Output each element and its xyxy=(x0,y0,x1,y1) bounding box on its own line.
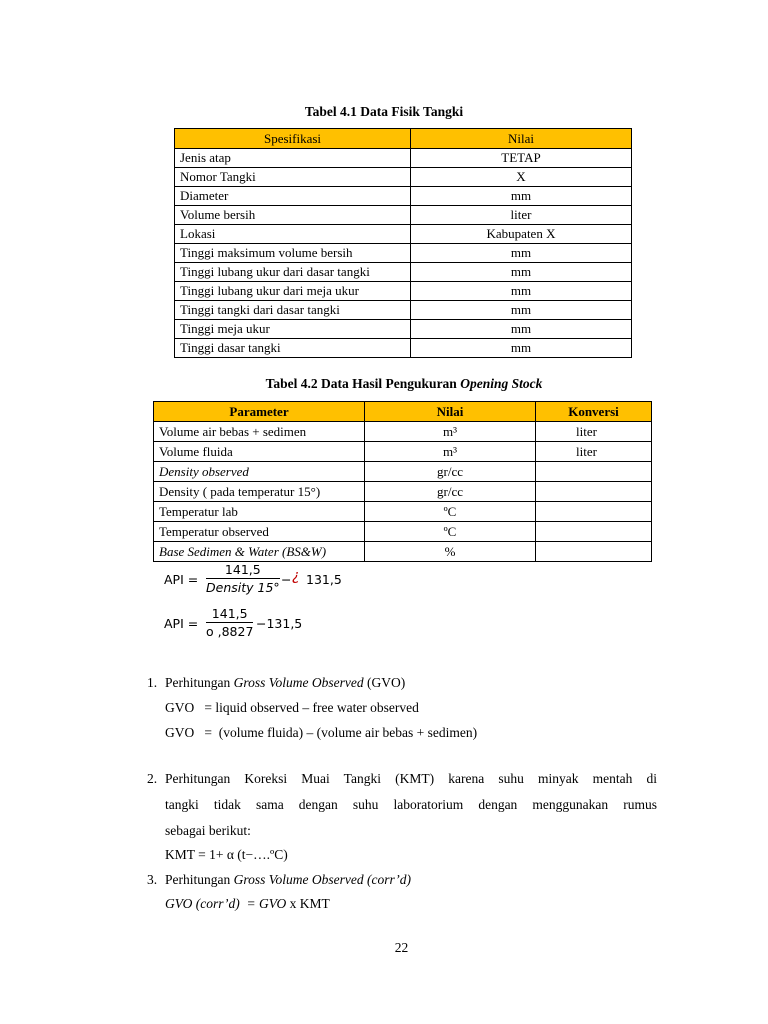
table-row xyxy=(175,244,632,263)
formula-rhs: −131,5 xyxy=(256,616,303,631)
section3-heading xyxy=(165,872,411,888)
table-row xyxy=(175,301,632,320)
section2-line3: sebagai berikut: xyxy=(165,823,251,838)
table-cell: Tinggi meja ukur xyxy=(175,320,411,339)
section1-heading xyxy=(165,675,405,691)
table-row xyxy=(175,225,632,244)
section3-formula xyxy=(165,896,330,912)
table-row xyxy=(175,339,632,358)
table-header-cell: Konversi xyxy=(536,402,652,422)
table-cell xyxy=(536,502,652,522)
table-row xyxy=(154,482,652,502)
formula-glyph: ¿ xyxy=(292,568,300,584)
table-cell: Tinggi tangki dari dasar tangki xyxy=(175,301,411,320)
table-header-cell: Spesifikasi xyxy=(175,129,411,149)
table-cell: m³ xyxy=(365,422,536,442)
list-number: 1. xyxy=(147,675,158,690)
table-cell: Tinggi lubang ukur dari dasar tangki xyxy=(175,263,411,282)
table-row xyxy=(154,522,652,542)
table-header-row xyxy=(175,129,632,149)
table-cell xyxy=(536,462,652,482)
table-cell: mm xyxy=(411,282,632,301)
table-cell: liter xyxy=(411,206,632,225)
table-cell xyxy=(536,482,652,502)
table-cell: gr/cc xyxy=(365,482,536,502)
table-row xyxy=(154,542,652,562)
table-cell: ºC xyxy=(365,502,536,522)
formula-denominator: Density 15° xyxy=(206,580,280,595)
section3-heading-italic: Gross Volume Observed (corr’d) xyxy=(233,872,411,887)
table-cell: ºC xyxy=(365,522,536,542)
table-row xyxy=(175,149,632,168)
section1-heading-suffix: (GVO) xyxy=(363,675,406,690)
table-cell: Volume air bebas + sedimen xyxy=(154,422,365,442)
list-number: 3. xyxy=(147,872,158,887)
formula-lhs: API = xyxy=(164,616,199,631)
table-cell: Volume bersih xyxy=(175,206,411,225)
table-cell: TETAP xyxy=(411,149,632,168)
table-cell: mm xyxy=(411,244,632,263)
section1-line2: GVO = (volume fluida) – (volume air bebas + sedimen) xyxy=(165,725,478,740)
table-cell: liter xyxy=(536,442,652,462)
table-row xyxy=(154,422,652,442)
table-cell: Kabupaten X xyxy=(411,225,632,244)
section1-heading-text: Perhitungan xyxy=(165,675,234,690)
table-row xyxy=(175,187,632,206)
formula-numerator: 141,5 xyxy=(206,606,253,623)
table-cell: Density ( pada temperatur 15°) xyxy=(154,482,365,502)
table-cell: mm xyxy=(411,187,632,206)
table-row xyxy=(175,168,632,187)
table-header-cell: Parameter xyxy=(154,402,365,422)
table-row xyxy=(175,206,632,225)
table-cell: Tinggi dasar tangki xyxy=(175,339,411,358)
table-measurement-data xyxy=(153,401,652,562)
table-header-cell: Nilai xyxy=(365,402,536,422)
formula-operator: − xyxy=(281,572,292,587)
section3-heading-text: Perhitungan xyxy=(165,872,234,887)
table-cell: mm xyxy=(411,301,632,320)
table-row xyxy=(175,320,632,339)
table-cell xyxy=(536,522,652,542)
table-header-cell: Nilai xyxy=(411,129,632,149)
table-cell: Tinggi maksimum volume bersih xyxy=(175,244,411,263)
table-cell: % xyxy=(365,542,536,562)
table-cell: mm xyxy=(411,263,632,282)
table-cell: liter xyxy=(536,422,652,442)
section1-heading-italic: Gross Volume Observed xyxy=(233,675,364,690)
table-cell xyxy=(536,542,652,562)
section2-line1: Perhitungan Koreksi Muai Tangki (KMT) karena suhu minyak mentah di xyxy=(165,771,657,786)
formula-rhs: 131,5 xyxy=(306,572,342,587)
table-cell: Lokasi xyxy=(175,225,411,244)
section3-formula-italic: GVO (corr’d) = GVO xyxy=(165,896,287,911)
section1-line1: GVO = liquid observed – free water observed xyxy=(165,700,419,715)
formula-numerator: 141,5 xyxy=(206,562,280,579)
table2-caption-text: Tabel 4.2 Data Hasil Pengukuran xyxy=(265,376,461,391)
section3-formula-suffix: x KMT xyxy=(286,896,330,911)
table1-caption: Tabel 4.1 Data Fisik Tangki xyxy=(304,104,464,119)
section2-line2: tangki tidak sama dengan suhu laboratorium dengan menggunakan rumus xyxy=(165,797,657,812)
table-row xyxy=(154,442,652,462)
table-cell: Base Sedimen & Water (BS&W) xyxy=(154,542,365,562)
table-cell: Nomor Tangki xyxy=(175,168,411,187)
section2-formula: KMT = 1+ α (t−….ºC) xyxy=(165,847,288,862)
table-cell: Temperatur observed xyxy=(154,522,365,542)
table-row xyxy=(154,462,652,482)
table-cell: Tinggi lubang ukur dari meja ukur xyxy=(175,282,411,301)
formula-lhs: API = xyxy=(164,572,199,587)
formula-denominator: o ,8827 xyxy=(206,624,254,639)
page-number: 22 xyxy=(394,940,409,955)
table-header-row xyxy=(154,402,652,422)
table-row xyxy=(175,282,632,301)
table-cell: mm xyxy=(411,320,632,339)
table-cell: m³ xyxy=(365,442,536,462)
table-physical-data xyxy=(174,128,632,358)
table-row xyxy=(175,263,632,282)
table2-caption-italic: Opening Stock xyxy=(460,376,543,391)
table-cell: Temperatur lab xyxy=(154,502,365,522)
table-cell: Volume fluida xyxy=(154,442,365,462)
formula-fraction xyxy=(206,562,280,595)
table-row xyxy=(154,502,652,522)
table-cell: Jenis atap xyxy=(175,149,411,168)
table-cell: Diameter xyxy=(175,187,411,206)
table2-caption xyxy=(0,376,768,392)
table-cell: Density observed xyxy=(154,462,365,482)
table-cell: X xyxy=(411,168,632,187)
formula-fraction xyxy=(206,606,253,639)
table-cell: mm xyxy=(411,339,632,358)
table-cell: gr/cc xyxy=(365,462,536,482)
list-number: 2. xyxy=(147,771,158,786)
